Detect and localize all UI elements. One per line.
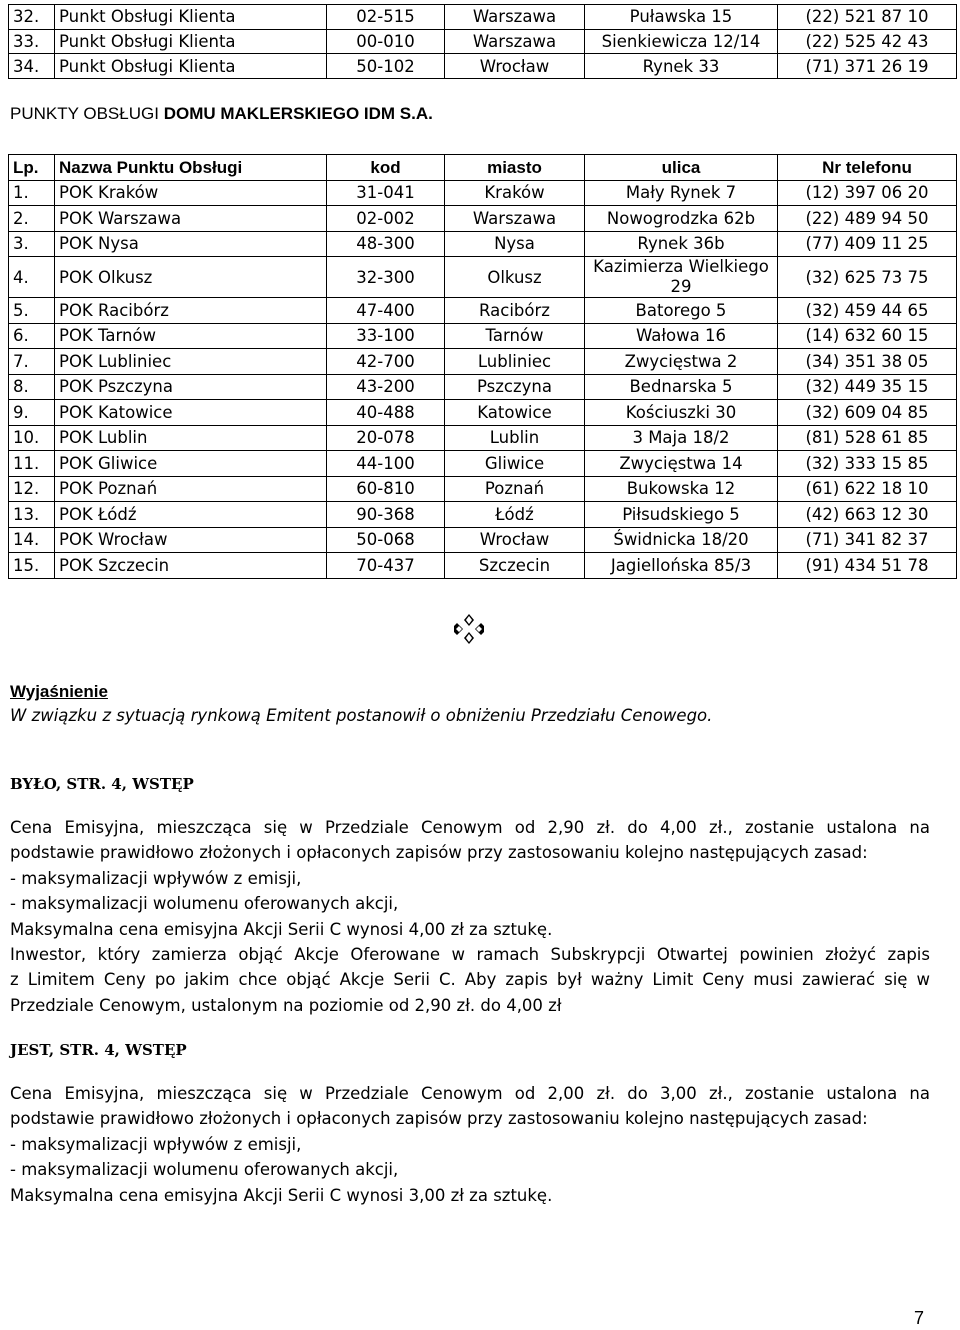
cell-lp: 12.	[9, 476, 55, 502]
cell-miasto: Kraków	[445, 180, 585, 206]
cell-kod: 00-010	[327, 29, 445, 54]
cell-miasto: Tarnów	[445, 323, 585, 349]
cell-name: POK Warszawa	[55, 206, 327, 232]
cell-lp: 5.	[9, 298, 55, 324]
bylo-paragraph	[10, 815, 930, 1018]
cell-miasto: Wrocław	[445, 54, 585, 79]
cell-ulica: Zwycięstwa 2	[585, 349, 778, 375]
paragraph-line: Cena Emisyjna, mieszcząca się w Przedziale Cenowym od 2,90 zł. do 4,00 zł., zostanie ustalona na	[10, 818, 930, 837]
cell-miasto: Gliwice	[445, 451, 585, 477]
cell-ulica: Puławska 15	[585, 5, 778, 30]
jest-paragraph	[10, 1081, 930, 1208]
cell-kod: 44-100	[327, 451, 445, 477]
cell-ulica: Zwycięstwa 14	[585, 451, 778, 477]
cell-kod: 32-300	[327, 257, 445, 298]
cell-lp: 6.	[9, 323, 55, 349]
cell-tel: (42) 663 12 30	[778, 502, 957, 528]
cell-kod: 43-200	[327, 374, 445, 400]
paragraph-line: Przedziale Cenowym, ustalonym na poziomie od 2,90 zł. do 4,00 zł	[10, 995, 562, 1015]
dom-heading-bold: DOMU MAKLERSKIEGO IDM S.A.	[163, 104, 433, 123]
wyjasnienie-title-text: Wyjaśnienie	[10, 682, 108, 701]
cell-tel: (32) 449 35 15	[778, 374, 957, 400]
paragraph-line: Maksymalna cena emisyjna Akcji Serii C wynosi 4,00 zł za sztukę.	[10, 919, 553, 939]
cell-kod: 48-300	[327, 231, 445, 257]
cell-miasto: Nysa	[445, 231, 585, 257]
cell-lp: 7.	[9, 349, 55, 375]
cell-ulica: Bukowska 12	[585, 476, 778, 502]
paragraph-line: podstawie prawidłowo złożonych i opłaconych zapisów przy zastosowaniu kolejno następujących zasad:	[10, 1109, 868, 1129]
cell-tel: (32) 333 15 85	[778, 451, 957, 477]
cell-kod: 60-810	[327, 476, 445, 502]
cell-lp: 34.	[9, 54, 55, 79]
cell-name: POK Kraków	[55, 180, 327, 206]
cell-miasto: Warszawa	[445, 206, 585, 232]
paragraph-line: - maksymalizacji wolumenu oferowanych akcji,	[10, 894, 399, 914]
cell-miasto: Olkusz	[445, 257, 585, 298]
cell-tel: (32) 459 44 65	[778, 298, 957, 324]
cell-ulica: Kościuszki 30	[585, 400, 778, 426]
cell-miasto: Pszczyna	[445, 374, 585, 400]
cell-name: POK Nysa	[55, 231, 327, 257]
col-ulica: ulica	[585, 155, 778, 181]
table-row	[9, 553, 957, 579]
cell-tel: (91) 434 51 78	[778, 553, 957, 579]
cell-miasto: Szczecin	[445, 553, 585, 579]
table-row	[9, 180, 957, 206]
table-row	[9, 425, 957, 451]
cell-miasto: Lubliniec	[445, 349, 585, 375]
paragraph-line: Cena Emisyjna, mieszcząca się w Przedziale Cenowym od 2,00 zł. do 3,00 zł., zostanie ustalona na	[10, 1084, 930, 1103]
cell-lp: 4.	[9, 257, 55, 298]
cell-ulica: Kazimierza Wielkiego 29	[585, 257, 778, 298]
paragraph-line: - maksymalizacji wpływów z emisji,	[10, 868, 302, 888]
cell-tel: (22) 525 42 43	[778, 29, 957, 54]
cell-miasto: Wrocław	[445, 527, 585, 553]
table-row	[9, 298, 957, 324]
dom-heading-prefix: PUNKTY OBSŁUGI	[10, 104, 164, 123]
table-row	[9, 257, 957, 298]
table-row	[9, 323, 957, 349]
cell-lp: 9.	[9, 400, 55, 426]
cell-miasto: Warszawa	[445, 5, 585, 30]
table-row	[9, 231, 957, 257]
cell-miasto: Lublin	[445, 425, 585, 451]
table-row	[9, 476, 957, 502]
table-row	[9, 54, 957, 79]
cell-ulica: 3 Maja 18/2	[585, 425, 778, 451]
four-diamonds-icon	[454, 614, 484, 644]
bylo-heading: BYŁO, STR. 4, WSTĘP	[10, 775, 194, 793]
cell-name: Punkt Obsługi Klienta	[55, 54, 327, 79]
cell-ulica: Batorego 5	[585, 298, 778, 324]
cell-kod: 33-100	[327, 323, 445, 349]
cell-kod: 02-515	[327, 5, 445, 30]
cell-ulica: Jagiellońska 85/3	[585, 553, 778, 579]
cell-kod: 42-700	[327, 349, 445, 375]
cell-tel: (71) 371 26 19	[778, 54, 957, 79]
poc-table-body	[9, 5, 957, 79]
cell-kod: 50-068	[327, 527, 445, 553]
page-number: 7	[914, 1308, 925, 1328]
cell-name: POK Wrocław	[55, 527, 327, 553]
cell-name: POK Gliwice	[55, 451, 327, 477]
cell-miasto: Łódź	[445, 502, 585, 528]
cell-lp: 15.	[9, 553, 55, 579]
cell-lp: 8.	[9, 374, 55, 400]
table-row	[9, 527, 957, 553]
cell-lp: 33.	[9, 29, 55, 54]
cell-name: POK Pszczyna	[55, 374, 327, 400]
cell-name: POK Poznań	[55, 476, 327, 502]
cell-name: POK Łódź	[55, 502, 327, 528]
cell-ulica: Rynek 33	[585, 54, 778, 79]
cell-tel: (22) 489 94 50	[778, 206, 957, 232]
cell-miasto: Poznań	[445, 476, 585, 502]
col-name: Nazwa Punktu Obsługi	[55, 155, 327, 181]
paragraph-line: - maksymalizacji wpływów z emisji,	[10, 1134, 302, 1154]
dom-heading	[10, 104, 433, 124]
pok-table	[8, 154, 957, 579]
cell-tel: (81) 528 61 85	[778, 425, 957, 451]
paragraph-line: z Limitem Ceny po jakim chce objąć Akcje Serii C. Aby zapis był ważny Limit Ceny musi zawierać się w	[10, 970, 930, 990]
cell-lp: 3.	[9, 231, 55, 257]
cell-kod: 02-002	[327, 206, 445, 232]
cell-ulica: Rynek 36b	[585, 231, 778, 257]
cell-tel: (71) 341 82 37	[778, 527, 957, 553]
cell-kod: 90-368	[327, 502, 445, 528]
cell-name: POK Szczecin	[55, 553, 327, 579]
table-row	[9, 5, 957, 30]
cell-tel: (34) 351 38 05	[778, 349, 957, 375]
table-row	[9, 349, 957, 375]
paragraph-line: - maksymalizacji wolumenu oferowanych akcji,	[10, 1160, 399, 1180]
table-row	[9, 400, 957, 426]
cell-name: POK Lublin	[55, 425, 327, 451]
cell-ulica: Świdnicka 18/20	[585, 527, 778, 553]
cell-name: POK Tarnów	[55, 323, 327, 349]
table-row	[9, 206, 957, 232]
cell-tel: (77) 409 11 25	[778, 231, 957, 257]
cell-lp: 32.	[9, 5, 55, 30]
cell-tel: (22) 521 87 10	[778, 5, 957, 30]
pok-table-header	[9, 155, 957, 181]
cell-ulica: Sienkiewicza 12/14	[585, 29, 778, 54]
cell-ulica: Bednarska 5	[585, 374, 778, 400]
cell-lp: 11.	[9, 451, 55, 477]
cell-name: POK Racibórz	[55, 298, 327, 324]
col-kod: kod	[327, 155, 445, 181]
cell-tel: (12) 397 06 20	[778, 180, 957, 206]
cell-tel: (32) 609 04 85	[778, 400, 957, 426]
cell-name: POK Katowice	[55, 400, 327, 426]
poc-table	[8, 4, 957, 79]
cell-lp: 13.	[9, 502, 55, 528]
cell-tel: (32) 625 73 75	[778, 257, 957, 298]
jest-heading: JEST, STR. 4, WSTĘP	[10, 1041, 187, 1059]
col-lp: Lp.	[9, 155, 55, 181]
cell-name: Punkt Obsługi Klienta	[55, 5, 327, 30]
cell-tel: (14) 632 60 15	[778, 323, 957, 349]
paragraph-line: podstawie prawidłowo złożonych i opłaconych zapisów przy zastosowaniu kolejno następujących zasad:	[10, 843, 868, 863]
cell-lp: 14.	[9, 527, 55, 553]
cell-miasto: Warszawa	[445, 29, 585, 54]
cell-kod: 40-488	[327, 400, 445, 426]
cell-name: POK Lubliniec	[55, 349, 327, 375]
cell-kod: 31-041	[327, 180, 445, 206]
cell-kod: 20-078	[327, 425, 445, 451]
pok-table-body	[9, 155, 957, 579]
col-tel: Nr telefonu	[778, 155, 957, 181]
cell-miasto: Racibórz	[445, 298, 585, 324]
table-row	[9, 502, 957, 528]
table-row	[9, 374, 957, 400]
wyjasnienie-title	[10, 682, 108, 702]
cell-name: Punkt Obsługi Klienta	[55, 29, 327, 54]
paragraph-line: Maksymalna cena emisyjna Akcji Serii C wynosi 3,00 zł za sztukę.	[10, 1185, 553, 1205]
cell-miasto: Katowice	[445, 400, 585, 426]
cell-kod: 47-400	[327, 298, 445, 324]
wyjasnienie-text: W związku z sytuacją rynkową Emitent postanowił o obniżeniu Przedziału Cenowego.	[10, 706, 713, 725]
cell-name: POK Olkusz	[55, 257, 327, 298]
paragraph-line: Inwestor, który zamierza objąć Akcje Oferowane w ramach Subskrypcji Otwartej powinien złożyć zapis	[10, 945, 930, 965]
cell-ulica: Wałowa 16	[585, 323, 778, 349]
cell-tel: (61) 622 18 10	[778, 476, 957, 502]
cell-ulica: Nowogrodzka 62b	[585, 206, 778, 232]
col-miasto: miasto	[445, 155, 585, 181]
table-row	[9, 451, 957, 477]
cell-lp: 1.	[9, 180, 55, 206]
cell-lp: 2.	[9, 206, 55, 232]
cell-kod: 70-437	[327, 553, 445, 579]
cell-ulica: Mały Rynek 7	[585, 180, 778, 206]
cell-lp: 10.	[9, 425, 55, 451]
cell-kod: 50-102	[327, 54, 445, 79]
cell-ulica: Piłsudskiego 5	[585, 502, 778, 528]
table-row	[9, 29, 957, 54]
